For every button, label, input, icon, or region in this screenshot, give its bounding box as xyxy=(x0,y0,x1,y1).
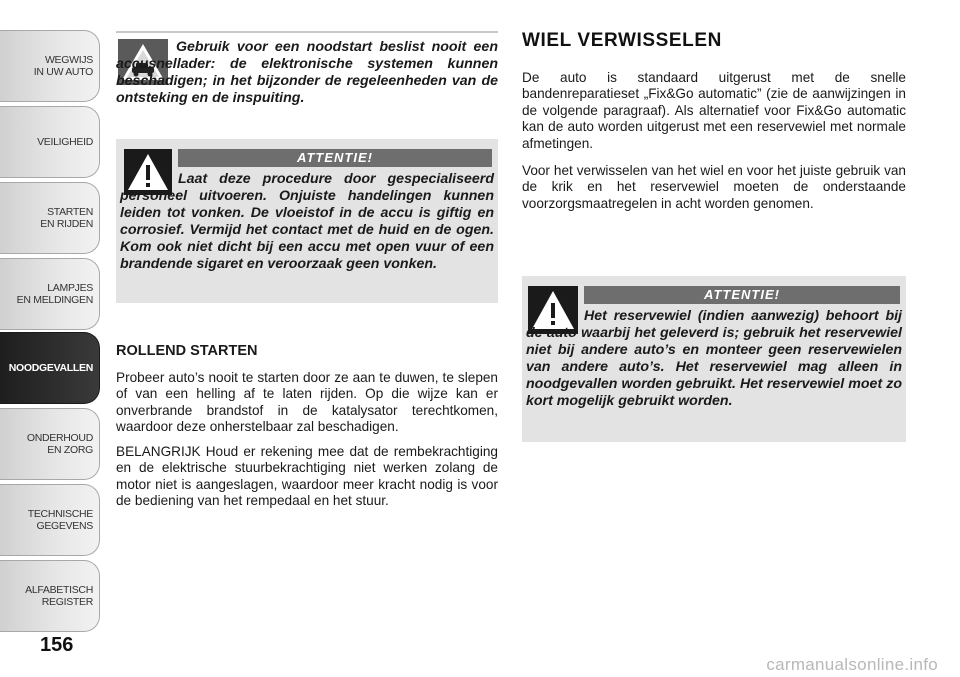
paragraph-wiel-2: Voor het verwisselen van het wiel en voor het juiste gebruik van de krik en het reservewiel moeten de onderstaande voorzorgsmaatregelen in acht worden genomen. xyxy=(522,163,906,211)
watermark: carmanualsonline.info xyxy=(766,655,938,674)
note-text: Gebruik voor een noodstart beslist nooit een accusnellader: de elektronische systemen kunnen beschadigen; in het bijzonder de regeleenheden van de ontsteking en de inspuiting. xyxy=(116,39,498,106)
attentie-label-right: ATTENTIE! xyxy=(584,286,900,304)
tab-veiligheid[interactable]: VEILIGHEID xyxy=(0,106,100,178)
tab-technische[interactable]: TECHNISCHE GEGEVENS xyxy=(0,484,100,556)
tab-starten[interactable]: STARTEN EN RIJDEN xyxy=(0,182,100,254)
page-number: 156 xyxy=(40,634,74,656)
top-rule xyxy=(116,31,498,33)
tab-wegwijs[interactable]: WEGWIJS IN UW AUTO xyxy=(0,30,100,102)
warning-text-right: Het reservewiel (indien aanwezig) behoort bij de auto waarbij het geleverd is; gebruik het reservewiel niet bij andere auto’s en monteer geen reservewielen van andere auto’s. Het reservewiel mag alleen in noodgevallen worden gebruikt. Het reservewiel moet zo kort mogelijk gebruikt worden. xyxy=(526,308,902,409)
page-title: WIEL VERWISSELEN xyxy=(522,30,722,51)
section-heading-rollend: ROLLEND STARTEN xyxy=(116,343,258,359)
warning-box-right xyxy=(522,276,906,442)
tab-lampjes[interactable]: LAMPJES EN MELDINGEN xyxy=(0,258,100,330)
attentie-label-left: ATTENTIE! xyxy=(178,149,492,167)
paragraph-rollend-1: Probeer auto’s nooit te starten door ze aan te duwen, te slepen of van een helling af te laten rijden. Op die wijze kan er onverbrande brandstof in de katalysator terechtkomen, waardoor deze onherstelbaar zal beschadigen. xyxy=(116,370,498,435)
warning-box-left xyxy=(116,139,498,303)
paragraph-rollend-2: BELANGRIJK Houd er rekening mee dat de rembekrachtiging en de elektrische stuurbekrachtiging niet werken zolang de motor niet is aangeslagen, waardoor meer kracht nodig is voor de bediening van het rempedaal en het stuur. xyxy=(116,444,498,509)
paragraph-wiel-1: De auto is standaard uitgerust met de snelle bandenreparatieset „Fix&Go automatic” (zie de aanwijzingen in de volgende paragraaf). Als alternatief voor Fix&Go automatic kan de auto worden uitgerust met een reservewiel met normale afmetingen. xyxy=(522,70,906,151)
tab-noodgevallen[interactable]: NOODGEVALLEN xyxy=(0,332,100,404)
warning-text-left: Laat deze procedure door gespecialiseerd personeel uitvoeren. Onjuiste handelingen kunnen leiden tot vonken. De vloeistof in de accu is giftig en corrosief. Vermijd het contact met de huid en de ogen. Kom ook niet dicht bij een accu met open vuur of een brandende sigaret en veroorzaak geen vonken. xyxy=(120,171,494,272)
tab-onderhoud[interactable]: ONDERHOUD EN ZORG xyxy=(0,408,100,480)
note-box xyxy=(116,37,498,115)
tab-alfabetisch[interactable]: ALFABETISCH REGISTER xyxy=(0,560,100,632)
